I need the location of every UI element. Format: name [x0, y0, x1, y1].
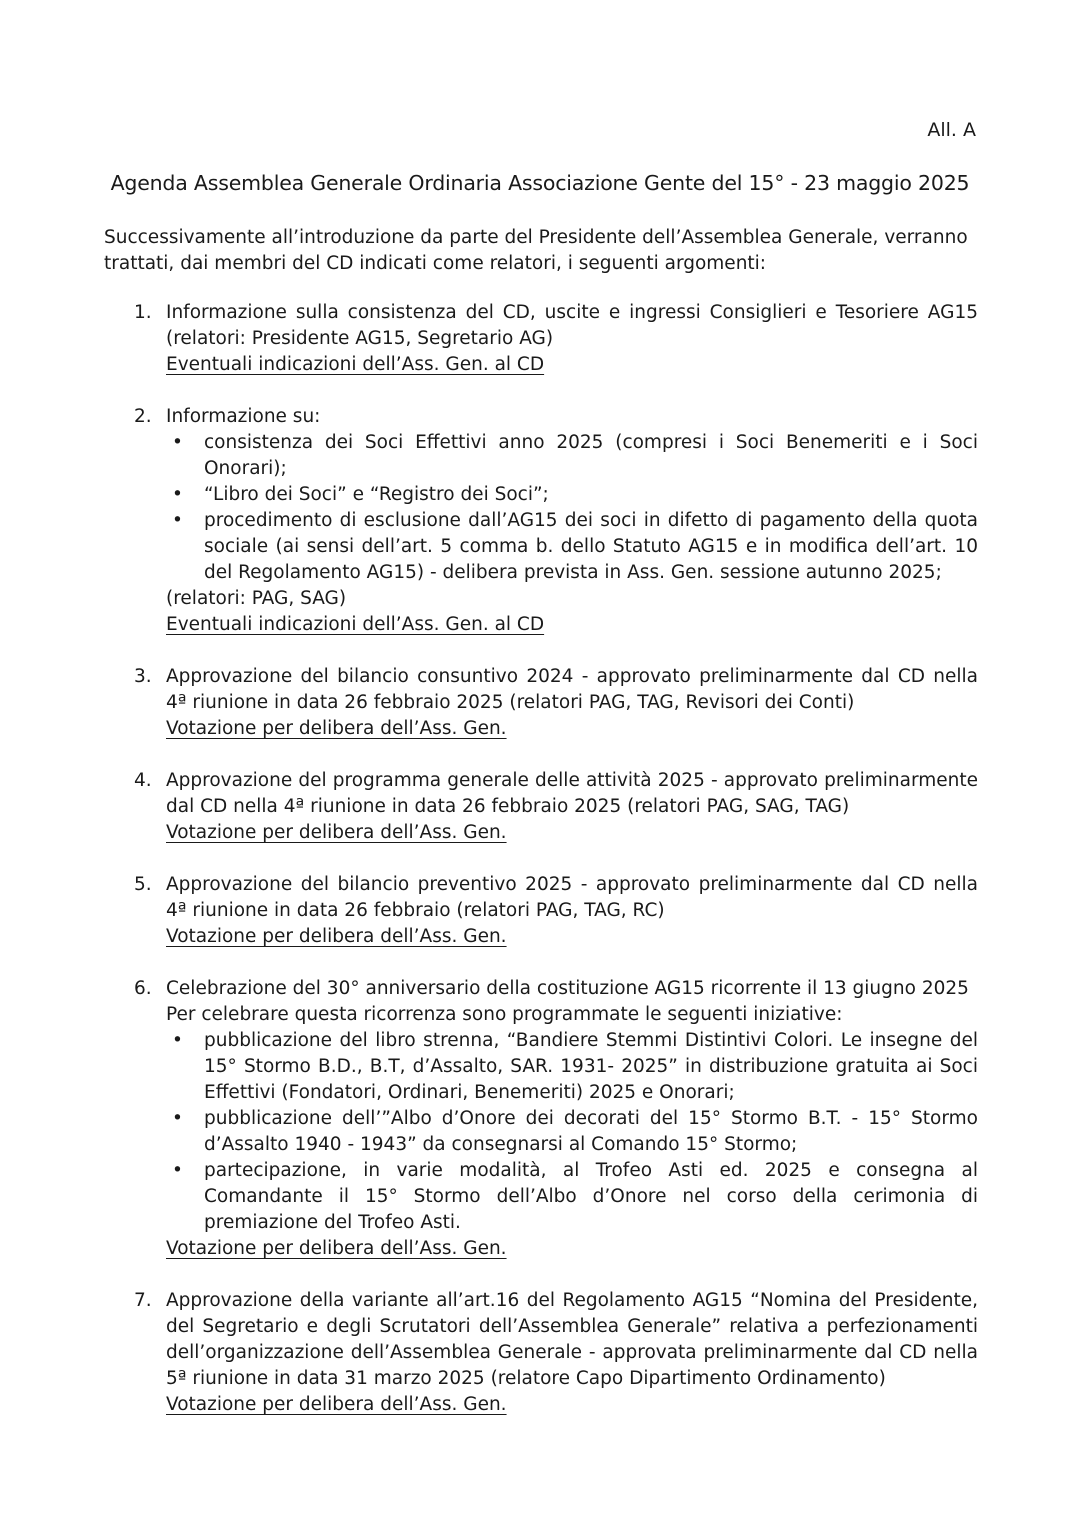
sub-item-text: consistenza dei Soci Effettivi anno 2025 (compresi i Soci Benemeriti e i Soci Onorari);	[204, 432, 978, 479]
item-number: 2.	[134, 406, 152, 427]
agenda-item-4	[104, 768, 978, 846]
item-text: Informazione su:	[166, 406, 321, 427]
bullet-icon: •	[172, 1030, 183, 1051]
bullet-icon: •	[172, 432, 183, 453]
item-action: Eventuali indicazioni dell’Ass. Gen. al CD	[166, 354, 545, 375]
item-text: Approvazione della variante all’art.16 del Regolamento AG15 “Nomina del Presidente, del Segretario e degli Scrutatori dell’Assemblea Generale” relativa a perfezionamenti dell’organizzazione dell’Assemblea Generale - approvata preliminarmente dal CD nella 5ª riunione in data 31 marzo 2025 (relatore Capo Dipartimento Ordinamento)	[166, 1290, 978, 1389]
item-number: 1.	[134, 302, 152, 323]
item-number: 3.	[134, 666, 152, 687]
item-text: Celebrazione del 30° anniversario della costituzione AG15 ricorrente il 13 giugno 2025	[166, 978, 969, 999]
item-number: 5.	[134, 874, 152, 895]
sub-list	[166, 1028, 978, 1236]
sub-item	[166, 508, 978, 586]
item-action: Eventuali indicazioni dell’Ass. Gen. al CD	[166, 614, 545, 635]
agenda-item-5	[104, 872, 978, 950]
item-relatori: (relatori: PAG, SAG)	[166, 588, 347, 609]
sub-item-text: pubblicazione del libro strenna, “Bandiere Stemmi Distintivi Colori. Le insegne del 15° Stormo B.D., B.T, d’Assalto, SAR. 1931- 2025” in distribuzione gratuita ai Soci Effettivi (Fondatori, Ordinari, Benemeriti) 2025 e Onorari;	[204, 1030, 978, 1103]
item-text: Approvazione del programma generale delle attività 2025 - approvato preliminarmente dal CD nella 4ª riunione in data 26 febbraio 2025 (relatori PAG, SAG, TAG)	[166, 770, 978, 817]
sub-list	[166, 430, 978, 586]
item-text-secondary: Per celebrare questa ricorrenza sono programmate le seguenti iniziative:	[166, 1004, 843, 1025]
agenda-item-6	[104, 976, 978, 1262]
bullet-icon: •	[172, 484, 183, 505]
intro-text: Successivamente all’introduzione da parte del Presidente dell’Assemblea Generale, verranno trattati, dai membri del CD indicati come relatori, i seguenti argomenti:	[104, 227, 968, 274]
item-action: Votazione per delibera dell’Ass. Gen.	[166, 926, 507, 947]
agenda-item-2	[104, 404, 978, 638]
item-text: Approvazione del bilancio preventivo 2025 - approvato preliminarmente dal CD nella 4ª riunione in data 26 febbraio (relatori PAG, TAG, RC)	[166, 874, 978, 921]
item-action: Votazione per delibera dell’Ass. Gen.	[166, 1238, 507, 1259]
sub-item	[166, 482, 978, 508]
item-action: Votazione per delibera dell’Ass. Gen.	[166, 718, 507, 739]
attachment-label: All. A	[927, 119, 976, 141]
sub-item-text: partecipazione, in varie modalità, al Trofeo Asti ed. 2025 e consegna al Comandante il 15° Stormo dell’Albo d’Onore nel corso della cerimonia di premiazione del Trofeo Asti.	[204, 1160, 978, 1233]
agenda-item-1	[104, 300, 978, 378]
agenda-list	[104, 300, 978, 1444]
item-action: Votazione per delibera dell’Ass. Gen.	[166, 822, 507, 843]
sub-item	[166, 1106, 978, 1158]
sub-item	[166, 430, 978, 482]
sub-item-text: “Libro dei Soci” e “Registro dei Soci”;	[204, 484, 549, 505]
bullet-icon: •	[172, 510, 183, 531]
item-text: Approvazione del bilancio consuntivo 2024 - approvato preliminarmente dal CD nella 4ª riunione in data 26 febbraio 2025 (relatori PAG, TAG, Revisori dei Conti)	[166, 666, 978, 713]
item-text: Informazione sulla consistenza del CD, uscite e ingressi Consiglieri e Tesoriere AG15 (relatori: Presidente AG15, Segretario AG)	[166, 302, 978, 349]
item-number: 6.	[134, 978, 152, 999]
sub-item	[166, 1028, 978, 1106]
sub-item	[166, 1158, 978, 1236]
bullet-icon: •	[172, 1160, 183, 1181]
sub-item-text: procedimento di esclusione dall’AG15 dei soci in difetto di pagamento della quota sociale (ai sensi dell’art. 5 comma b. dello Statuto AG15 e in modifica dell’art. 10 del Regolamento AG15) - delibera prevista in Ass. Gen. sessione autunno 2025;	[204, 510, 978, 583]
agenda-item-3	[104, 664, 978, 742]
document-title: Agenda Assemblea Generale Ordinaria Associazione Gente del 15° - 23 maggio 2025	[110, 171, 970, 195]
sub-item-text: pubblicazione dell’”Albo d’Onore dei decorati del 15° Stormo B.T. - 15° Stormo d’Assalto 1940 - 1943” da consegnarsi al Comando 15° Stormo;	[204, 1108, 978, 1155]
bullet-icon: •	[172, 1108, 183, 1129]
agenda-item-7	[104, 1288, 978, 1418]
item-action: Votazione per delibera dell’Ass. Gen.	[166, 1394, 507, 1415]
intro-paragraph	[104, 225, 976, 277]
item-number: 7.	[134, 1290, 152, 1311]
item-number: 4.	[134, 770, 152, 791]
